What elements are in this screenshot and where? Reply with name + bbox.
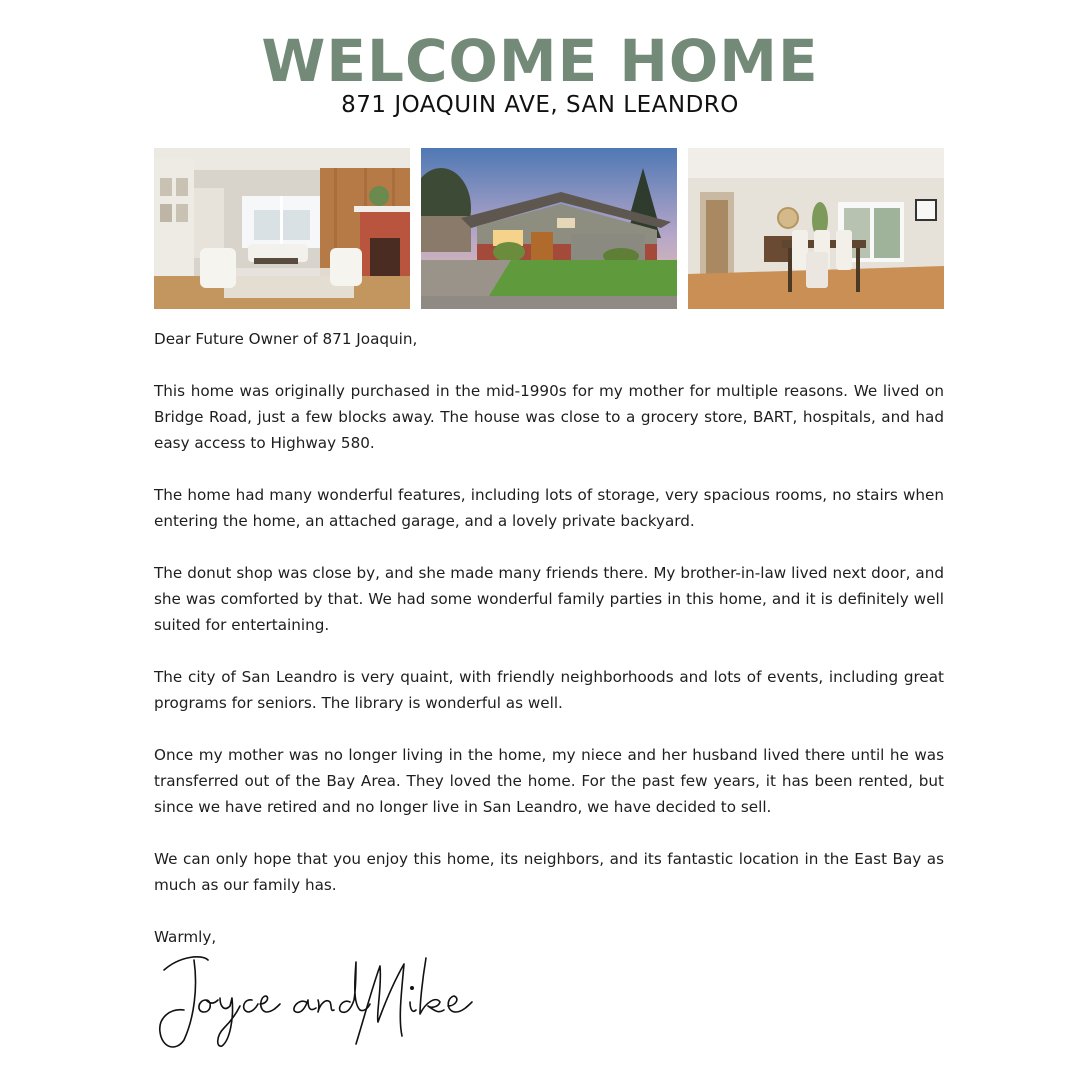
photo-strip — [154, 148, 944, 309]
letter-greeting: Dear Future Owner of 871 Joaquin, — [154, 330, 418, 348]
letter-paragraph: Once my mother was no longer living in the home, my niece and her husband lived there until he was transferred out of the Bay Area. They loved the home. For the past few years, it has been rented, but since we have retired and no longer live in San Leandro, we have decided to sell. — [154, 746, 944, 816]
letter-paragraph: This home was originally purchased in the mid-1990s for my mother for multiple reasons. We lived on Bridge Road, just a few blocks away. The house was close to a grocery store, BART, hospitals, and had easy access to Highway 580. — [154, 382, 944, 452]
letter-paragraph: The home had many wonderful features, including lots of storage, very spacious rooms, no stairs when entering the home, an attached garage, and a lovely private backyard. — [154, 486, 944, 530]
letter-body — [154, 326, 944, 950]
letter-paragraph: The donut shop was close by, and she made many friends there. My brother-in-law lived next door, and she was comforted by that. We had some wonderful family parties in this home, and it is definitely well suited for entertaining. — [154, 564, 944, 634]
living-room-photo — [154, 148, 410, 309]
letter-paragraph: We can only hope that you enjoy this home, its neighbors, and its fantastic location in the East Bay as much as our family has. — [154, 850, 944, 894]
page-title: WELCOME HOME — [261, 27, 819, 95]
dining-room-photo — [688, 148, 944, 309]
house-exterior-photo — [421, 148, 677, 309]
property-address: 871 JOAQUIN AVE, SAN LEANDRO — [341, 92, 739, 118]
signature — [150, 948, 480, 1058]
letter-paragraph: The city of San Leandro is very quaint, with friendly neighborhoods and lots of events, including great programs for seniors. The library is wonderful as well. — [154, 668, 944, 712]
letter-closing: Warmly, — [154, 928, 217, 946]
